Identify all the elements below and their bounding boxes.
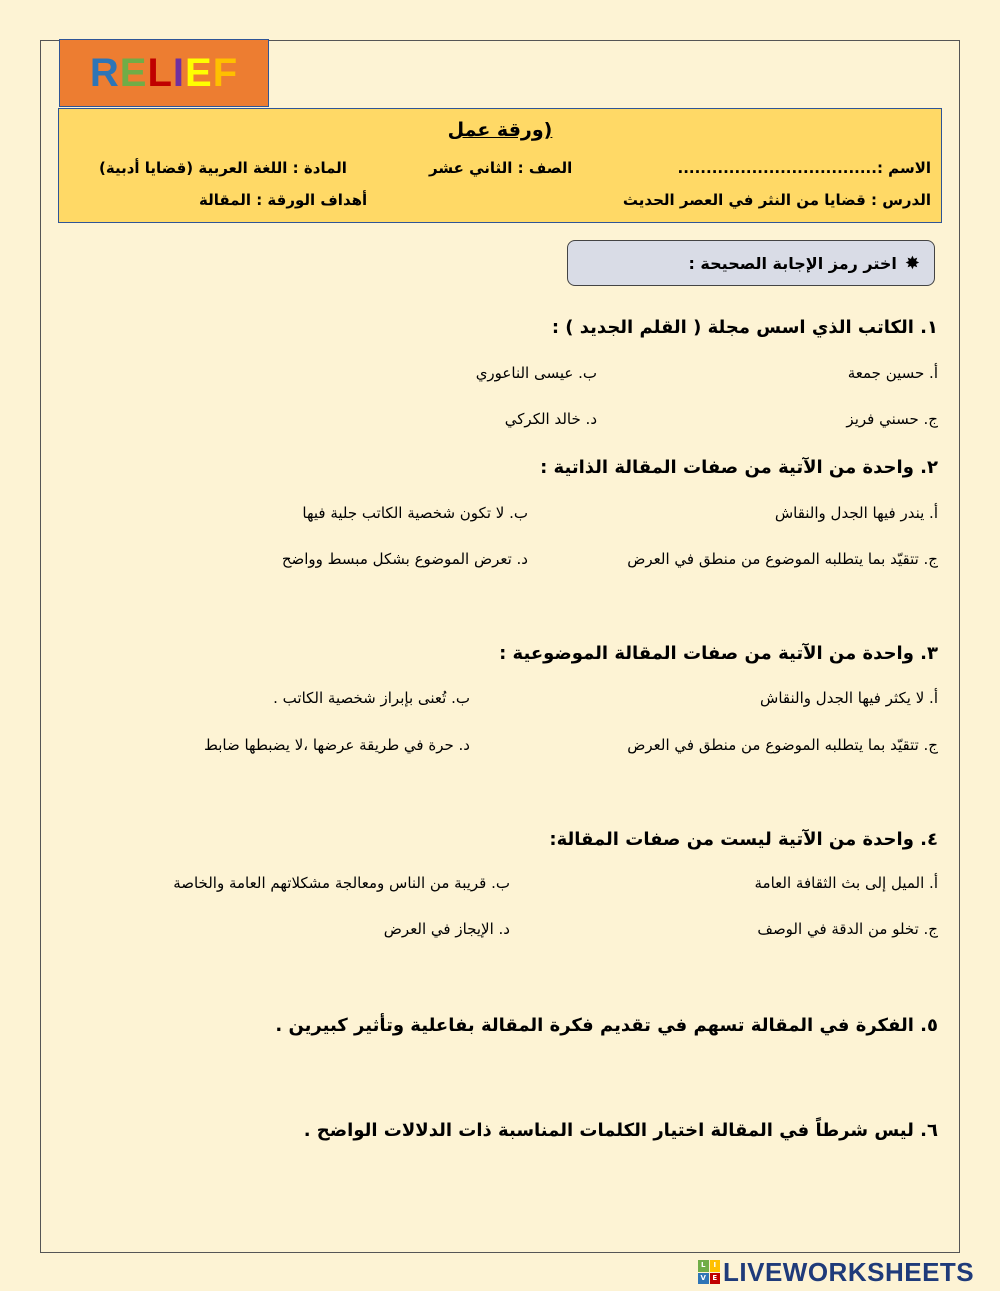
worksheet-header xyxy=(58,108,942,223)
name-field[interactable]: الاسم :................................... xyxy=(677,159,931,177)
q4-option-c[interactable]: ج. تخلو من الدقة في الوصف xyxy=(757,920,938,938)
liveworksheets-brand xyxy=(698,1256,974,1288)
q4-option-d[interactable]: د. الإيجاز في العرض xyxy=(383,920,510,938)
q2-option-d[interactable]: د. تعرض الموضوع بشكل مبسط وواضح xyxy=(281,550,528,568)
icon-letter: L xyxy=(698,1260,709,1272)
q1-option-b[interactable]: ب. عيسى الناعوري xyxy=(475,364,597,382)
liveworksheets-icon xyxy=(698,1260,720,1284)
lesson-label: الدرس : قضايا من النثر في العصر الحديث xyxy=(622,191,931,209)
question-2: ٢. واحدة من الآتية من صفات المقالة الذاتية : xyxy=(540,457,938,478)
logo-letter: E xyxy=(119,50,148,95)
question-1: ١. الكاتب الذي اسس مجلة ( القلم الجديد ) : xyxy=(551,317,938,338)
instruction-box xyxy=(567,240,935,286)
q3-option-c[interactable]: ج. تتقيّد بما يتطلبه الموضوع من منطق في العرض xyxy=(627,736,938,754)
grade-label: الصف : الثاني عشر xyxy=(429,159,573,177)
logo-letter: R xyxy=(89,50,120,95)
q3-option-d[interactable]: د. حرة في طريقة عرضها ،لا يضبطها ضابط xyxy=(204,736,470,754)
q4-option-b[interactable]: ب. قريبة من الناس ومعالجة مشكلاتهم العامة والخاصة xyxy=(173,874,510,892)
logo-letter: L xyxy=(147,50,173,95)
q1-option-a[interactable]: أ. حسين جمعة xyxy=(847,364,938,382)
q1-option-c[interactable]: ج. حسني فريز xyxy=(846,410,938,428)
question-5: ٥. الفكرة في المقالة تسهم في تقديم فكرة المقالة بفاعلية وتأثير كبيرين . xyxy=(275,1015,938,1036)
question-6: ٦. ليس شرطاً في المقالة اختيار الكلمات المناسبة ذات الدلالات الواضح . xyxy=(303,1120,938,1141)
icon-letter: V xyxy=(698,1273,709,1285)
logo-letter: E xyxy=(185,50,213,95)
icon-letter: I xyxy=(710,1260,721,1272)
worksheet-title: ورقة عمل) xyxy=(447,119,553,141)
q2-option-a[interactable]: أ. يندر فيها الجدل والنقاش xyxy=(774,504,938,522)
brand-text: LIVEWORKSHEETS xyxy=(723,1256,975,1287)
logo-letter: F xyxy=(212,50,239,95)
question-4: ٤. واحدة من الآتية ليست من صفات المقالة: xyxy=(549,829,938,850)
q1-option-d[interactable]: د. خالد الكركي xyxy=(504,410,597,428)
q2-option-b[interactable]: ب. لا تكون شخصية الكاتب جلية فيها xyxy=(302,504,528,522)
q4-option-a[interactable]: أ. الميل إلى بث الثقافة العامة xyxy=(754,874,938,892)
instruction-text: اختر رمز الإجابة الصحيحة : xyxy=(688,253,897,273)
star-icon: ✸ xyxy=(904,252,920,274)
q3-option-b[interactable]: ب. تُعنى بإبراز شخصية الكاتب . xyxy=(273,689,470,707)
goals-label: أهداف الورقة : المقالة xyxy=(199,191,368,209)
q2-option-c[interactable]: ج. تتقيّد بما يتطلبه الموضوع من منطق في العرض xyxy=(627,550,938,568)
relief-logo xyxy=(59,39,269,107)
question-3: ٣. واحدة من الآتية من صفات المقالة الموضوعية : xyxy=(499,643,938,664)
subject-label: المادة : اللغة العربية (قضايا أدبية) xyxy=(99,159,347,177)
icon-letter: E xyxy=(710,1273,721,1285)
q3-option-a[interactable]: أ. لا يكثر فيها الجدل والنقاش xyxy=(760,689,938,707)
logo-letter: I xyxy=(172,50,185,95)
